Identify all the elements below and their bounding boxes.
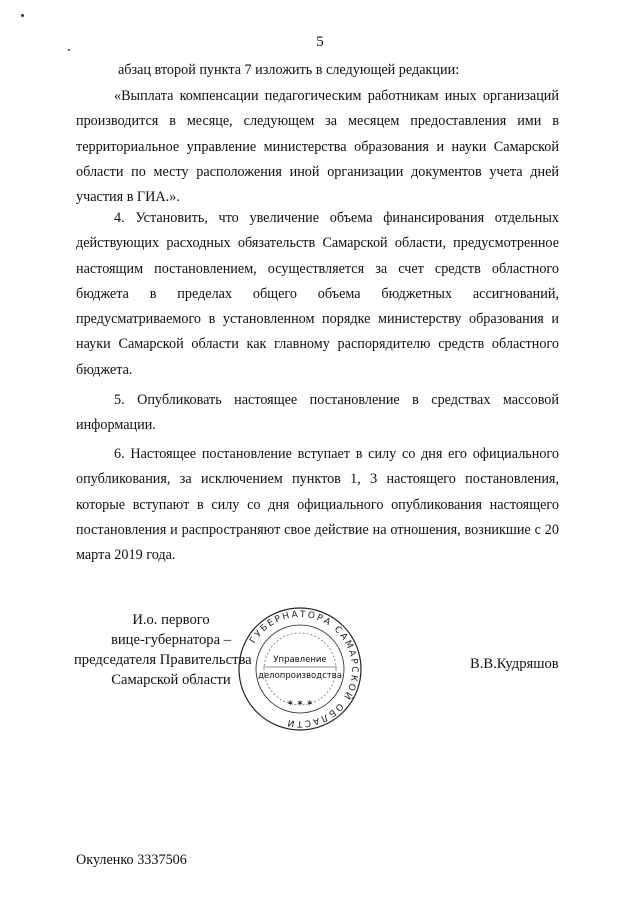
signatory-title-line: председателя Правительства bbox=[74, 652, 252, 668]
page-number: 5 bbox=[316, 34, 324, 50]
paragraph-4-text: 4. Установить, что увеличение объема финансирования отдельных действующих расходных обязательств Самарской области, предусмотренное настоящим постановлением, осуществляется за счет средств областного бюджета в пределах общего объема бюджетных ассигнований, предусматриваемого в установленном порядке министерству образования и науки Самарской области как главному распорядителю средств областного бюджета. bbox=[76, 210, 559, 378]
paragraph-5 bbox=[76, 388, 559, 439]
scan-speck bbox=[21, 14, 24, 17]
paragraph-4 bbox=[76, 206, 559, 383]
seal-center-line-1: Управление bbox=[273, 655, 327, 665]
seal-star-icon: ✶ ✶ ✶ bbox=[286, 698, 314, 708]
paragraph-5-text: 5. Опубликовать настоящее постановление в средствах массовой информации. bbox=[76, 392, 559, 434]
signatory-title bbox=[74, 610, 252, 690]
svg-text:ГУБЕРНАТОРА САМАРСКОЙ ОБЛАСТИ bbox=[248, 610, 359, 728]
paragraph-6-text: 6. Настоящее постановление вступает в силу со дня его официального опубликования, за исключением пунктов 1, 3 настоящего постановления, которые вступают в силу со дня официального опубликования настоящего постановления и распространяют свое действие на отношения, возникшие с 20 марта 2019 года. bbox=[76, 446, 559, 564]
paragraph-6 bbox=[76, 442, 559, 568]
executor-footer: Окуленко 3337506 bbox=[76, 852, 187, 868]
seal-center-line-2: делопроизводства bbox=[258, 671, 342, 681]
signatory-title-line: И.о. первого bbox=[132, 612, 210, 628]
signatory-title-line: вице-губернатора – bbox=[110, 632, 232, 648]
official-seal-stamp bbox=[237, 606, 363, 732]
signatory-title-line: Самарской области bbox=[111, 672, 231, 688]
paragraph-quote bbox=[76, 84, 559, 210]
paragraph-quote-text: «Выплата компенсации педагогическим работникам иных организаций производится в месяце, следующем за месяцем предоставления ими в территориальное управление министерства образования и науки Самарской области по месту расположения иной организации документов учета дней участия в ГИА.». bbox=[76, 88, 559, 206]
signatory-name: В.В.Кудряшов bbox=[470, 656, 559, 672]
seal-outer-text: ГУБЕРНАТОРА САМАРСКОЙ ОБЛАСТИ bbox=[248, 609, 360, 729]
paragraph-intro: абзац второй пункта 7 изложить в следующей редакции: bbox=[118, 62, 460, 78]
